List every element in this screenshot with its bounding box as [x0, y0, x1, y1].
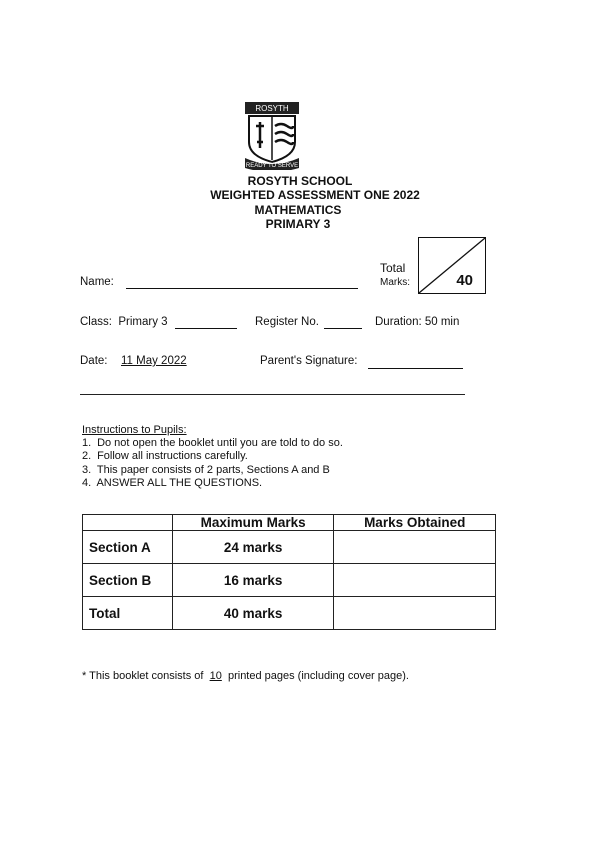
instructions-block	[82, 424, 343, 490]
assessment-title: WEIGHTED ASSESSMENT ONE 2022	[210, 188, 420, 202]
logo-banner-top: ROSYTH	[255, 104, 289, 113]
table-header-row	[83, 515, 496, 531]
class-field[interactable]	[175, 328, 237, 329]
marks-table	[82, 514, 496, 630]
section-divider	[80, 394, 465, 395]
duration-text: Duration: 50 min	[375, 316, 460, 328]
instruction-item: 2. Follow all instructions carefully.	[82, 450, 248, 463]
date-label: Date:	[80, 355, 108, 367]
table-header: Marks Obtained	[334, 515, 496, 531]
signature-field[interactable]	[368, 368, 463, 369]
logo-banner-bottom: READY TO SERVE	[245, 163, 299, 169]
row-label: Section B	[83, 564, 173, 597]
max-marks-cell: 24 marks	[172, 531, 334, 564]
register-label: Register No.	[255, 316, 319, 328]
max-marks-cell: 16 marks	[172, 564, 334, 597]
table-header: Maximum Marks	[172, 515, 334, 531]
total-label: Total	[380, 261, 406, 275]
footnote: * This booklet consists of 10 printed pages (including cover page).	[82, 670, 409, 682]
school-name: ROSYTH SCHOOL	[247, 174, 353, 188]
instructions-title: Instructions to Pupils:	[82, 424, 187, 436]
instruction-item: 1. Do not open the booklet until you are told to do so.	[82, 437, 343, 450]
table-row	[83, 531, 496, 564]
school-crest-logo	[243, 102, 301, 170]
register-field[interactable]	[324, 328, 362, 329]
marks-obtained-cell[interactable]	[334, 531, 496, 564]
page-count: 10	[209, 670, 222, 682]
total-marks-value: 40	[456, 272, 473, 289]
class-value: Primary 3	[118, 316, 168, 328]
max-marks-cell: 40 marks	[172, 597, 334, 630]
date-value: 11 May 2022	[121, 355, 187, 367]
class-label: Class: Primary 3	[80, 316, 168, 328]
subject-title: MATHEMATICS	[254, 203, 342, 217]
marks-label: Marks:	[380, 277, 410, 288]
marks-obtained-cell[interactable]	[334, 564, 496, 597]
instruction-item: 4. ANSWER ALL THE QUESTIONS.	[82, 476, 263, 489]
marks-obtained-cell[interactable]	[334, 597, 496, 630]
level-title: PRIMARY 3	[265, 217, 331, 231]
instruction-item: 3. This paper consists of 2 parts, Sections A and B	[82, 463, 330, 476]
table-row	[83, 564, 496, 597]
total-marks-box	[418, 237, 486, 294]
name-field[interactable]	[126, 288, 358, 289]
table-row	[83, 597, 496, 630]
table-header	[83, 515, 173, 531]
signature-label: Parent's Signature:	[260, 355, 358, 367]
name-label: Name:	[80, 276, 114, 288]
row-label: Total	[83, 597, 173, 630]
row-label: Section A	[83, 531, 173, 564]
